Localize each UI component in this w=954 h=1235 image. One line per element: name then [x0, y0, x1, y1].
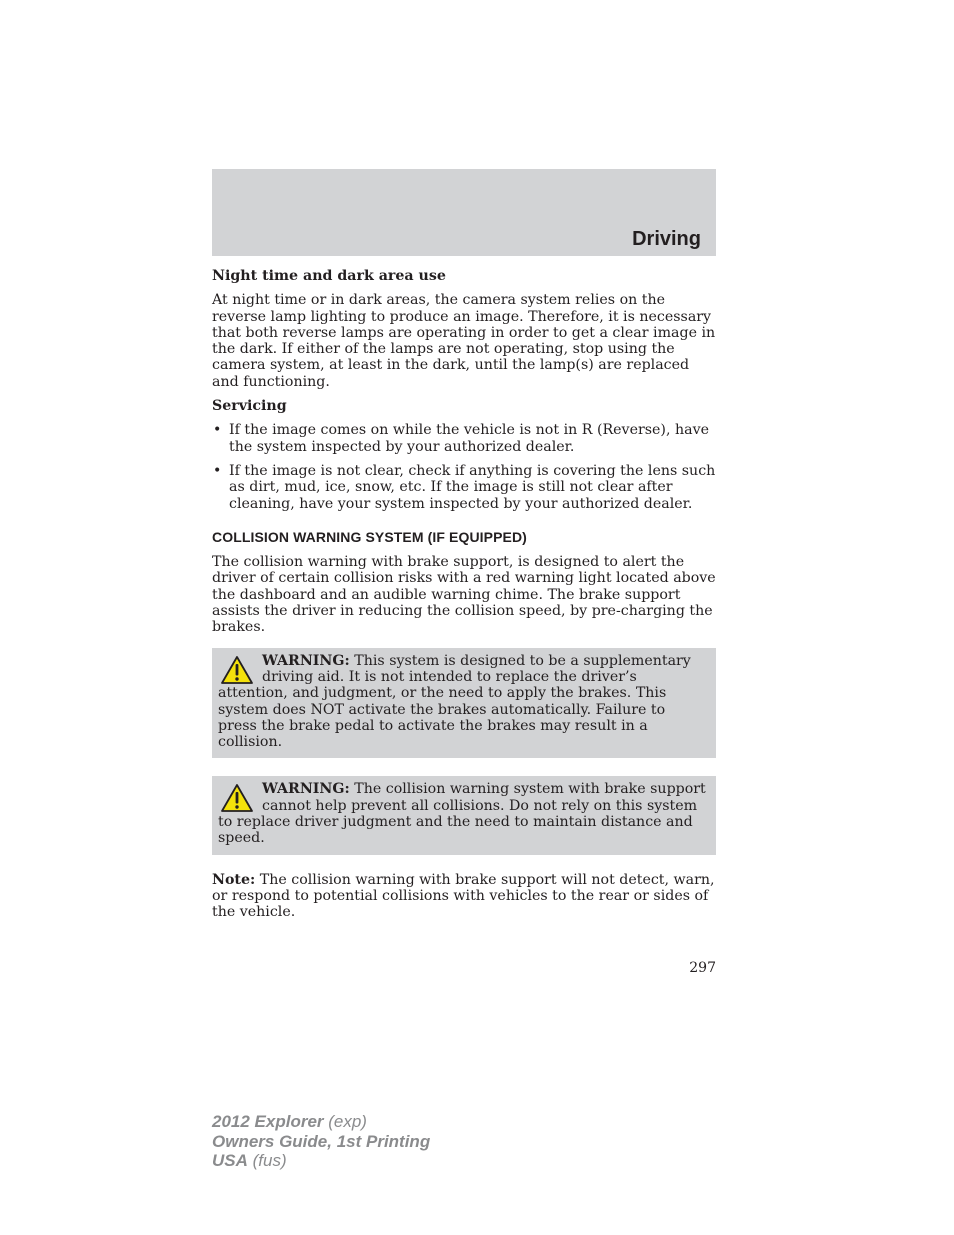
servicing-heading: Servicing: [212, 398, 287, 415]
warning-text: The collision warning system with brake support cannot help prevent all collisions. Do not rely on this system to replace driver judgment and the need to maintain distance and speed.: [218, 781, 706, 847]
list-item: [212, 463, 716, 512]
footer-market: USA: [212, 1151, 248, 1170]
note-paragraph: [212, 872, 716, 921]
warning-box: [212, 776, 716, 854]
warning-text: This system is designed to be a supplementary driving aid. It is not intended to replace the driver’s attention, and judgment, or the need to apply the brakes. This system does NOT activate the brakes automatically. Failure to press the brake pedal to activate the brakes may result in a collision.: [218, 652, 691, 751]
footer-line-model: [212, 1112, 430, 1132]
note-text: The collision warning with brake support will not detect, warn, or respond to potential collisions with vehicles to the rear or sides of the vehicle.: [212, 871, 715, 921]
night-body: At night time or in dark areas, the camera system relies on the reverse lamp lighting to produce an image. Therefore, it is necessary that both reverse lamps are operating in order to get a clear image in the dark. If either of the lamps are not operating, stop using the camera system, at least in the dark, until the lamp(s) are replaced and functioning.: [212, 292, 716, 390]
bullet-glyph: •: [213, 422, 222, 439]
footer-model-code: (exp): [323, 1112, 367, 1131]
servicing-list: [212, 422, 716, 511]
collision-body: The collision warning with brake support, is designed to alert the driver of certain collision risks with a red warning light located above the dashboard and an audible warning chime. The brake support assists the driver in reducing the collision speed, by pre-charging the brakes.: [212, 554, 716, 636]
footer-imprint: [212, 1112, 430, 1171]
collision-heading: COLLISION WARNING SYSTEM (IF EQUIPPED): [212, 528, 527, 545]
warning-triangle-icon: [220, 783, 254, 813]
warning-box: [212, 648, 716, 759]
warning-label: WARNING:: [262, 652, 350, 669]
section-header-band: [212, 169, 716, 256]
footer-market-code: (fus): [247, 1151, 287, 1170]
note-label: Note:: [212, 871, 256, 888]
list-item-text: If the image comes on while the vehicle is not in R (Reverse), have the system inspected by your authorized dealer.: [229, 422, 709, 455]
list-item: [212, 422, 716, 455]
warning-triangle-icon: [220, 655, 254, 685]
bullet-glyph: •: [213, 462, 222, 479]
page-content: [212, 268, 716, 929]
footer-line-market: [212, 1151, 430, 1171]
list-item-text: If the image is not clear, check if anything is covering the lens such as dirt, mud, ice, snow, etc. If the image is still not clear after cleaning, have your system inspected by your authorized dealer.: [229, 462, 716, 512]
warning-label: WARNING:: [262, 781, 350, 798]
section-title: Driving: [632, 228, 701, 250]
footer-line-guide: Owners Guide, 1st Printing: [212, 1131, 431, 1151]
night-heading: Night time and dark area use: [212, 268, 446, 284]
page-number: 297: [689, 960, 716, 976]
footer-model: 2012 Explorer: [212, 1112, 324, 1131]
